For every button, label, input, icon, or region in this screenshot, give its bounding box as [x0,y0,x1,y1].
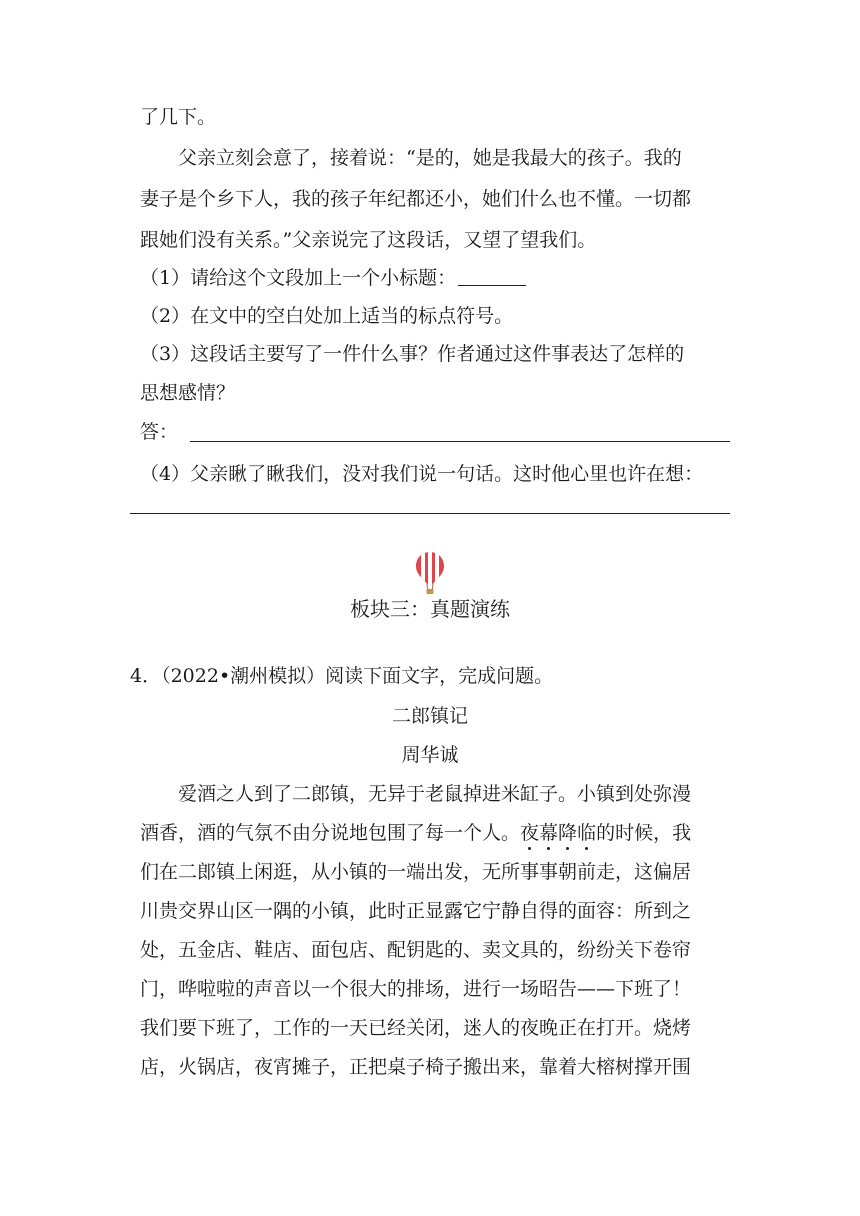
hot-air-balloon-icon [414,551,446,595]
article-line: 们在二郎镇上闲逛，从小镇的一端出发，无所事事朝前走，这偏居 [140,861,692,883]
passage-line: 妻子是个乡下人，我的孩子年纪都还小，她们什么也不懂。一切都 [140,188,692,210]
emphasis-char: 幕 [539,822,559,844]
article-author: 周华诚 [401,744,459,766]
article-line: 店，火锅店，夜宵摊子，正把桌子椅子搬出来，靠着大榕树撑开围 [140,1056,692,1078]
question-1-text: （1）请给这个文段加上一个小标题： [140,267,457,289]
question-2: （2）在文中的空白处加上适当的标点符号。 [140,305,514,327]
section-title: 板块三：真题演练 [350,597,510,621]
answer-line[interactable] [130,513,730,514]
passage-line: 父亲立刻会意了，接着说：“是的，她是我最大的孩子。我的 [178,147,682,169]
passage-line: 了几下。 [140,106,217,128]
article-text: 酒香，酒的气氛不由分说地包围了每一个人。 [140,822,521,844]
article-line: 门，哗啦啦的声音以一个很大的排场，进行一场昭告——下班了！ [140,978,692,1000]
question-3-line1: （3）这段话主要写了一件什么事？作者通过这件事表达了怎样的 [140,343,685,365]
question-1 [140,263,526,293]
emphasis-char: 夜 [520,822,540,844]
answer-line[interactable] [190,441,730,442]
article-line: 我们要下班了，工作的一天已经关闭，迷人的夜晚正在打开。烧烤 [140,1017,692,1039]
passage-line: 跟她们没有关系。”父亲说完了这段话，又望了望我们。 [140,229,597,251]
article-text: 的时候，我 [596,822,692,844]
question-4: （4）父亲瞅了瞅我们，没对我们说一句话。这时他心里也许在想： [140,463,704,485]
article-line: 川贵交界山区一隅的小镇，此时正显露它宁静自得的面容：所到之 [140,900,692,922]
emphasis-char: 临 [577,822,597,844]
emphasis-char: 降 [558,822,578,844]
article-line [140,818,691,848]
article-line: 处，五金店、鞋店、面包店、配钥匙的、卖文具的，纷纷关下卷帘 [140,939,692,961]
article-title: 二郎镇记 [391,705,468,727]
article-line: 爱酒之人到了二郎镇，无异于老鼠掉进米缸子。小镇到处弥漫 [178,783,692,805]
answer-blank[interactable] [458,265,526,286]
question-3-line2: 思想感情？ [140,382,236,404]
answer-label: 答： [140,421,179,443]
question-4-intro: 4．（2022•潮州模拟）阅读下面文字，完成问题。 [130,665,554,687]
